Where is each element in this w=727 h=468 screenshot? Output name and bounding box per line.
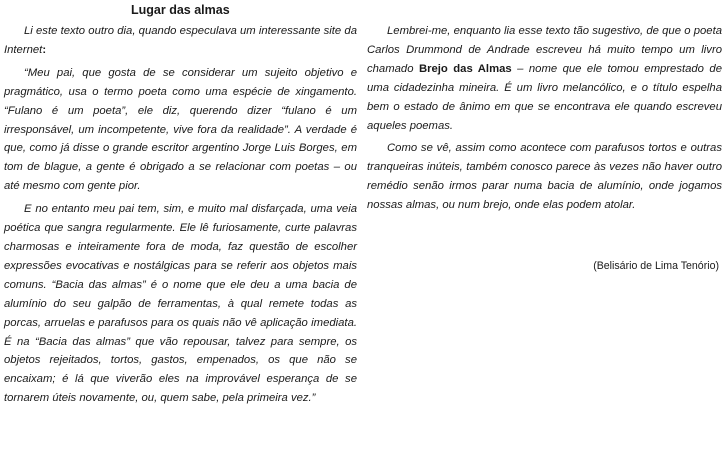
reflection-text-before: Lembrei-me, enquanto lia esse texto tão sugestivo, de que o poeta Carlos Drummond de Andrade escreveu há muito tempo um livro chamado [367,25,722,75]
paragraph-conclusion: Como se vê, assim como acontece com parafusos tortos e outras tranqueiras inúteis, também conosco parece às vezes não haver outro remédio senão irmos parar numa bacia de alumínio, onde jogamos nossas almas, ou num brejo, onde elas podem atolar. [367,142,722,212]
intro-colon: : [42,43,47,56]
book-title: Brejo das Almas [418,62,512,75]
paragraph-intro [4,22,357,60]
document-title: Lugar das almas [131,3,230,17]
paragraph-quote-2: E no entanto meu pai tem, sim, e muito mal disfarçada, uma veia poética que sangra regularmente. Ele lê furiosamente, curte palavras charmosas e inteiramente fora de moda, faz questão de escolher expressões evocativas e nostálgicas para se referir aos objetos mais comuns. “Bacia das almas” é o nome que ele deu a uma bacia de alumínio do seu galpão de ferramentas, à qual remete todas as porcas, arruelas e parafusos para os quais não vê aplicação imediata. É na “Bacia das almas” que vão repousar, talvez para sempre, os objetos rejeitados, tortos, gastos, empenados, os que não se encaixam; é lá que viverão eles na improvável esperança de se tornarem úteis novamente, ou, quem sabe, pela primeira vez.” [4,203,357,405]
intro-text: Li este texto outro dia, quando especulava um interessante site da Internet [4,25,357,56]
paragraph-reflection [367,22,722,135]
paragraph-quote-1: “Meu pai, que gosta de se considerar um sujeito objetivo e pragmático, usa o termo poeta como uma espécie de xingamento. “Fulano é um poeta”, ele diz, querendo dizer “fulano é um irresponsável, um incompetente, vive fora da realidade”. A verdade é que, como já disse o grande escritor argentino Jorge Luis Borges, em tom de blague, a gente é obrigado a se relacionar com poetas – ou até mesmo com gente pior. [4,66,357,193]
left-column [4,22,357,412]
reflection-text-after: – nome que ele tomou emprestado de uma cidadezinha mineira. É um livro melancólico, e o título espelha bem o estado de ânimo em que se encontrava ele quando escreveu aqueles poemas. [367,62,722,132]
right-column [367,22,722,219]
author-signature: (Belisário de Lima Tenório) [593,260,719,272]
